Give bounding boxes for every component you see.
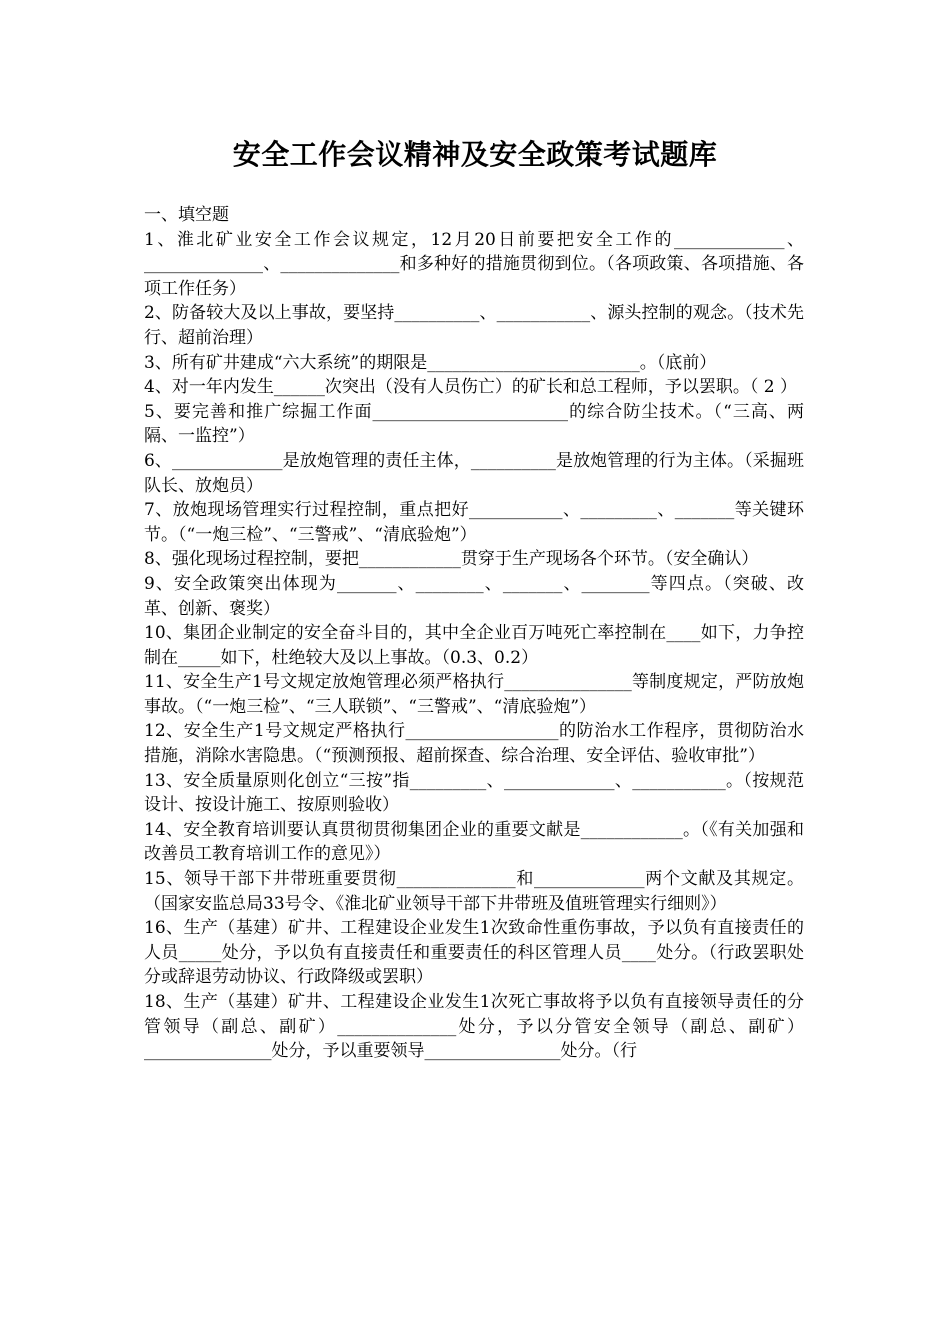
question-12: 12、安全生产1号文规定严格执行__________________的防治水工作程序，贯彻防治水措施，消除水害隐患。（“预测预报、超前探查、综合治理、安全评估、验收审批”） bbox=[144, 721, 804, 767]
question-14: 14、安全教育培训要认真贯彻贯彻集团企业的重要文献是____________。（《有关加强和改善员工教育培训工作的意见》） bbox=[144, 819, 804, 865]
question-13: 13、安全质量原则化创立“三按”指_________、_____________、___________。（按规范设计、按设计施工、按原则验收） bbox=[144, 770, 804, 816]
question-7: 7、放炮现场管理实行过程控制，重点把好___________、_________、_______等关键环节。（“一炮三检”、“三警戒”、“清底验炮”） bbox=[144, 500, 804, 545]
question-2: 2、防备较大及以上事故，要坚持__________、___________、源头控制的观念。（技术先行、超前治理） bbox=[144, 303, 804, 348]
question-16: 16、生产（基建）矿井、工程建设企业发生1次致命性重伤事故，予以负有直接责任的人员_____处分，予以负有直接责任和重要责任的科区管理人员____处分。（行政罢职处分或辞退劳动协议、行政降级或罢职） bbox=[144, 918, 804, 988]
question-6: 6、_____________是放炮管理的责任主体，__________是放炮管理的行为主体。（采掘班队长、放炮员） bbox=[144, 450, 804, 496]
question-9: 9、安全政策突出体现为_______、________、_______、________等四点。（突破、改革、创新、褒奖） bbox=[144, 573, 804, 619]
question-15: 15、领导干部下井带班重要贯彻______________和_____________两个文献及其规定。（国家安监总局33号令、《淮北矿业领导干部下井带班及值班管理实行细则》） bbox=[144, 869, 804, 914]
question-8: 8、强化现场过程控制，要把____________贯穿于生产现场各个环节。（安全确认） bbox=[144, 549, 759, 570]
document-body bbox=[144, 203, 804, 1064]
question-11: 11、安全生产1号文规定放炮管理必须严格执行_______________等制度规定，严防放炮事故。（“一炮三检”、“三人联锁”、“三警戒”、“清底验炮”） bbox=[144, 672, 804, 717]
section-heading: 一、填空题 bbox=[144, 205, 229, 225]
question-18: 18、生产（基建）矿井、工程建设企业发生1次死亡事故将予以负有直接领导责任的分管领导（副总、副矿）______________处分，予以分管安全领导（副总、副矿）_______________处分，予以重要领导________________处分。（行 bbox=[144, 992, 804, 1062]
page-title: 安全工作会议精神及安全政策考试题库 bbox=[232, 138, 718, 171]
question-5: 5、要完善和推广综掘工作面_______________________的综合防尘技术。（“三高、两隔、一监控”） bbox=[144, 401, 804, 447]
question-3: 3、所有矿井建成“六大系统”的期限是_________________________。（底前） bbox=[144, 352, 717, 373]
question-4: 4、对一年内发生______次突出（没有人员伤亡）的矿长和总工程师，予以罢职。（ 2 ） bbox=[144, 377, 797, 398]
question-10: 10、集团企业制定的安全奋斗目的，其中全企业百万吨死亡率控制在____如下，力争控制在_____如下，杜绝较大及以上事故。（0.3、0.2） bbox=[144, 623, 804, 668]
question-1: 1、淮北矿业安全工作会议规定，12月20日前要把安全工作的_____________、______________、______________和多种好的措施贯彻到位。（各项政策、各项措施、各项工作任务） bbox=[144, 229, 804, 299]
